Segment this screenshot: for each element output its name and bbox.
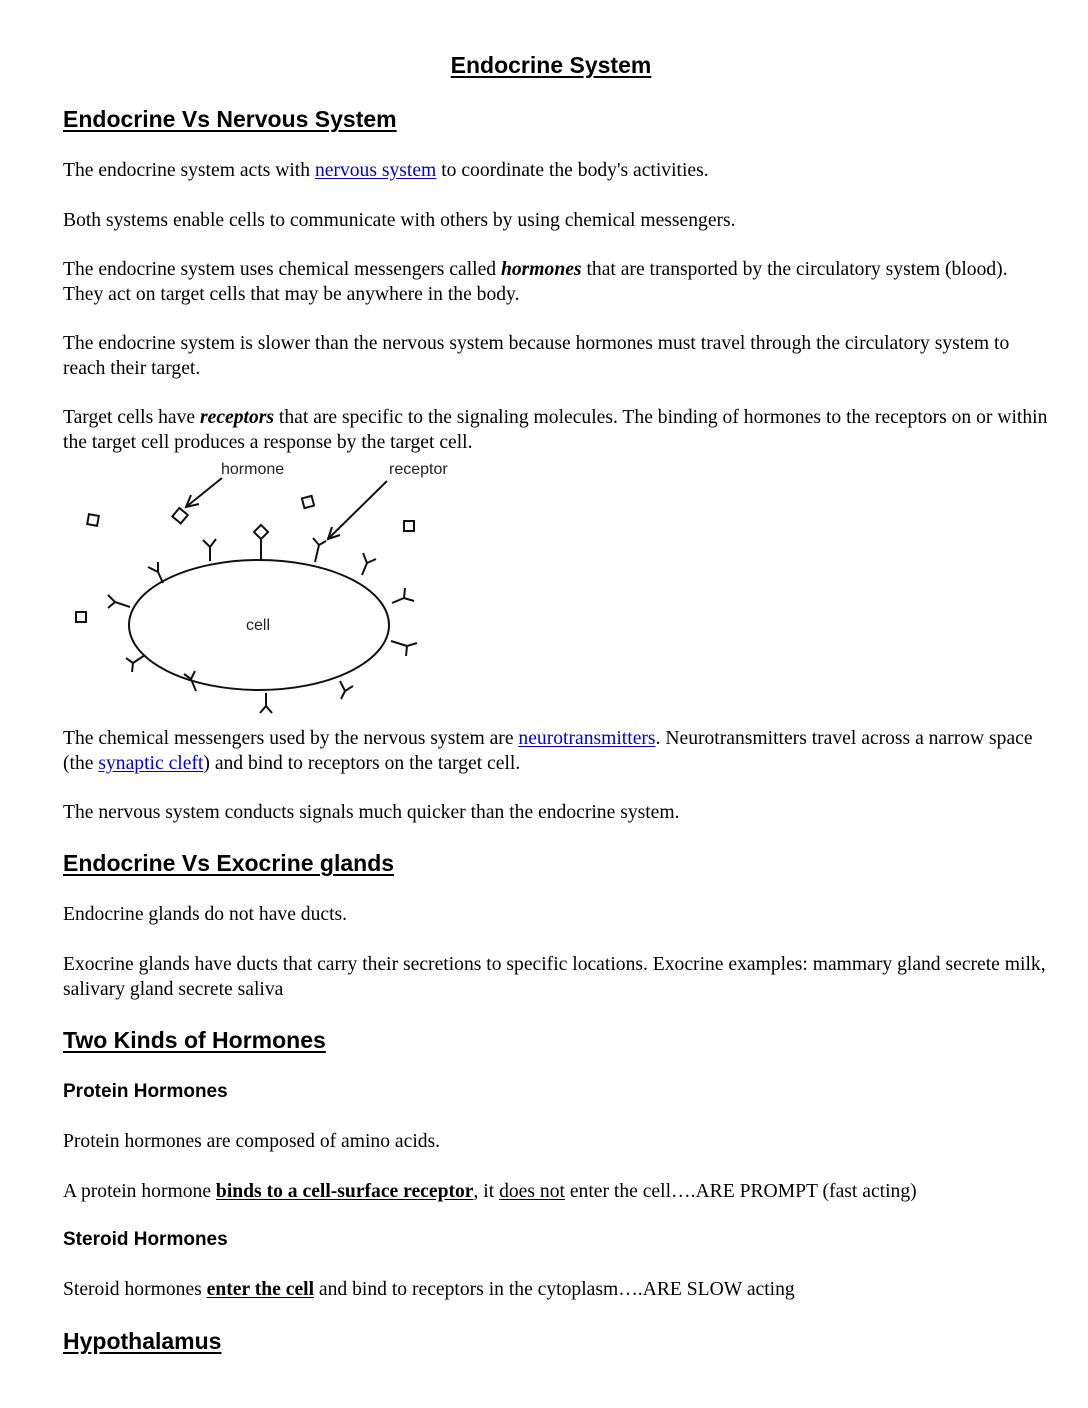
receptor [313,538,326,562]
paragraph: The endocrine system uses chemical messengers called hormones that are transported by the circulatory system (blood). They act on target cells that may be anywhere in the body. [63,259,1008,305]
heading-two-kinds-of-hormones: Two Kinds of Hormones [63,1027,326,1053]
heading-endocrine-vs-nervous: Endocrine Vs Nervous System [63,106,397,132]
hormone-receptor-diagram [60,455,490,725]
paragraph: Exocrine glands have ducts that carry their secretions to specific locations. Exocrine examples: mammary gland secrete milk, salivary gland secrete saliva [63,954,1046,1000]
paragraph: Endocrine glands do not have ducts. [63,904,348,925]
paragraph: The nervous system conducts signals much quicker than the endocrine system. [63,802,680,823]
label-receptor: receptor [389,461,448,478]
paragraph: The endocrine system is slower than the nervous system because hormones must travel through the circulatory system to reach their target. [63,333,1010,379]
receptor [340,681,353,699]
link-nervous-system[interactable]: nervous system [314,160,437,181]
link-neurotransmitters[interactable]: neurotransmitters [518,728,656,749]
heading-hypothalamus: Hypothalamus [63,1328,222,1354]
receptor [148,562,163,583]
paragraph: Target cells have receptors that are specific to the signaling molecules. The binding of hormones to the receptors on or within the target cell produces a response by the target cell. [63,407,1048,453]
paragraph: Protein hormones are composed of amino acids. [63,1131,441,1152]
hormone-square [76,612,86,622]
label-cell: cell [246,617,271,634]
hormone-square [87,514,99,526]
receptor [391,641,417,656]
hormone-square [172,508,187,523]
page-title: Endocrine System [450,52,652,78]
paragraph: The endocrine system acts with nervous system to coordinate the body's activities. [63,160,709,181]
receptor [203,539,216,561]
heading-endocrine-vs-exocrine: Endocrine Vs Exocrine glands [63,850,395,876]
paragraph: The chemical messengers used by the nervous system are neurotransmitters. Neurotransmitters travel across a narrow space (the synaptic cleft) and bind to receptors on the target cell. [63,728,1033,774]
receptor [126,655,145,672]
receptor [362,553,376,575]
subheading-steroid-hormones: Steroid Hormones [63,1229,228,1250]
label-hormone: hormone [221,461,285,478]
paragraph: Both systems enable cells to communicate with others by using chemical messengers. [63,210,736,231]
subheading-protein-hormones: Protein Hormones [63,1081,228,1102]
hormone-arrow [186,478,222,507]
bound-hormone [254,525,268,539]
paragraph: A protein hormone binds to a cell-surface receptor, it does not enter the cell….ARE PROMPT (fast acting) [63,1181,917,1202]
hormone-square [302,496,314,508]
hormone-square [404,521,414,531]
receptor [392,588,414,603]
paragraph: Steroid hormones enter the cell and bind to receptors in the cytoplasm….ARE SLOW acting [63,1279,795,1300]
link-synaptic-cleft[interactable]: synaptic cleft [98,752,204,774]
receptor [260,693,272,713]
receptor [108,595,130,608]
receptor-arrow [328,481,387,539]
